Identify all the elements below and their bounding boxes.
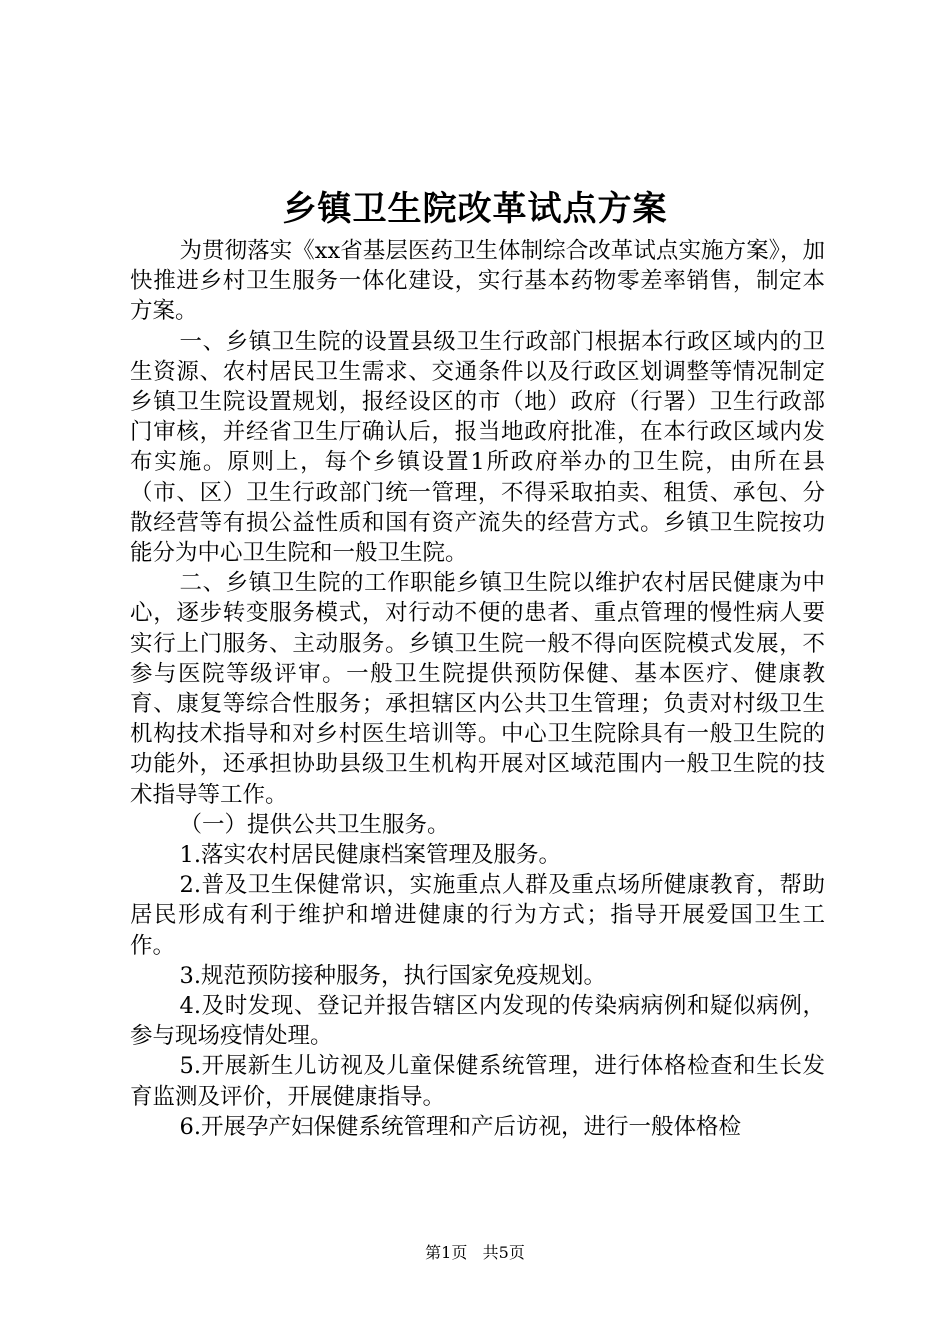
paragraph: 1.落实农村居民健康档案管理及服务。	[179, 842, 561, 869]
paragraph: 一、乡镇卫生院的设置县级卫生行政部门根据本行政区域内的卫生资源、农村居民卫生需求、交通条件以及行政区划调整等情况制定乡镇卫生院设置规划，报经设区的市（地）政府（行署）卫生行政部门审核，并经省卫生厅确认后，报当地政府批准，在本行政区域内发布实施。原则上，每个乡镇设置1所政府举办的卫生院，由所在县（市、区）卫生行政部门统一管理，不得采取拍卖、租赁、承包、分散经营等有损公益性质和国有资产流失的经营方式。乡镇卫生院按功能分为中心卫生院和一般卫生院。	[130, 328, 825, 567]
paragraph: 6.开展孕产妇保健系统管理和产后访视，进行一般体格检	[179, 1113, 741, 1140]
paragraph: 为贯彻落实《xx省基层医药卫生体制综合改革试点实施方案》，加快推进乡村卫生服务一体化建设，实行基本药物零差率销售，制定本方案。	[130, 238, 825, 325]
paragraph: 3.规范预防接种服务，执行国家免疫规划。	[179, 962, 606, 989]
paragraph: 二、乡镇卫生院的工作职能乡镇卫生院以维护农村居民健康为中心，逐步转变服务模式，对行动不便的患者、重点管理的慢性病人要实行上门服务、主动服务。乡镇卫生院一般不得向医院模式发展，不参与医院等级评审。一般卫生院提供预防保健、基本医疗、健康教育、康复等综合性服务；承担辖区内公共卫生管理；负责对村级卫生机构技术指导和对乡村医生培训等。中心卫生院除具有一般卫生院的功能外，还承担协助县级卫生机构开展对区域范围内一般卫生院的技术指导等工作。	[130, 570, 825, 808]
document-title: 乡镇卫生院改革试点方案	[282, 189, 668, 229]
document-body	[130, 236, 825, 1142]
paragraph: （一）提供公共卫生服务。	[179, 811, 450, 838]
page-footer	[0, 1241, 950, 1265]
paragraph: 5.开展新生儿访视及儿童保健系统管理，进行体格检查和生长发育监测及评价，开展健康指导。	[130, 1053, 825, 1110]
paragraph: 2.普及卫生保健常识，实施重点人群及重点场所健康教育，帮助居民形成有利于维护和增进健康的行为方式；指导开展爱国卫生工作。	[130, 872, 825, 959]
page-number: 第1页	[425, 1243, 468, 1262]
page-total: 共5页	[482, 1243, 525, 1262]
paragraph: 4.及时发现、登记并报告辖区内发现的传染病病例和疑似病例，参与现场疫情处理。	[130, 993, 825, 1050]
footer-spacer	[472, 1243, 477, 1262]
